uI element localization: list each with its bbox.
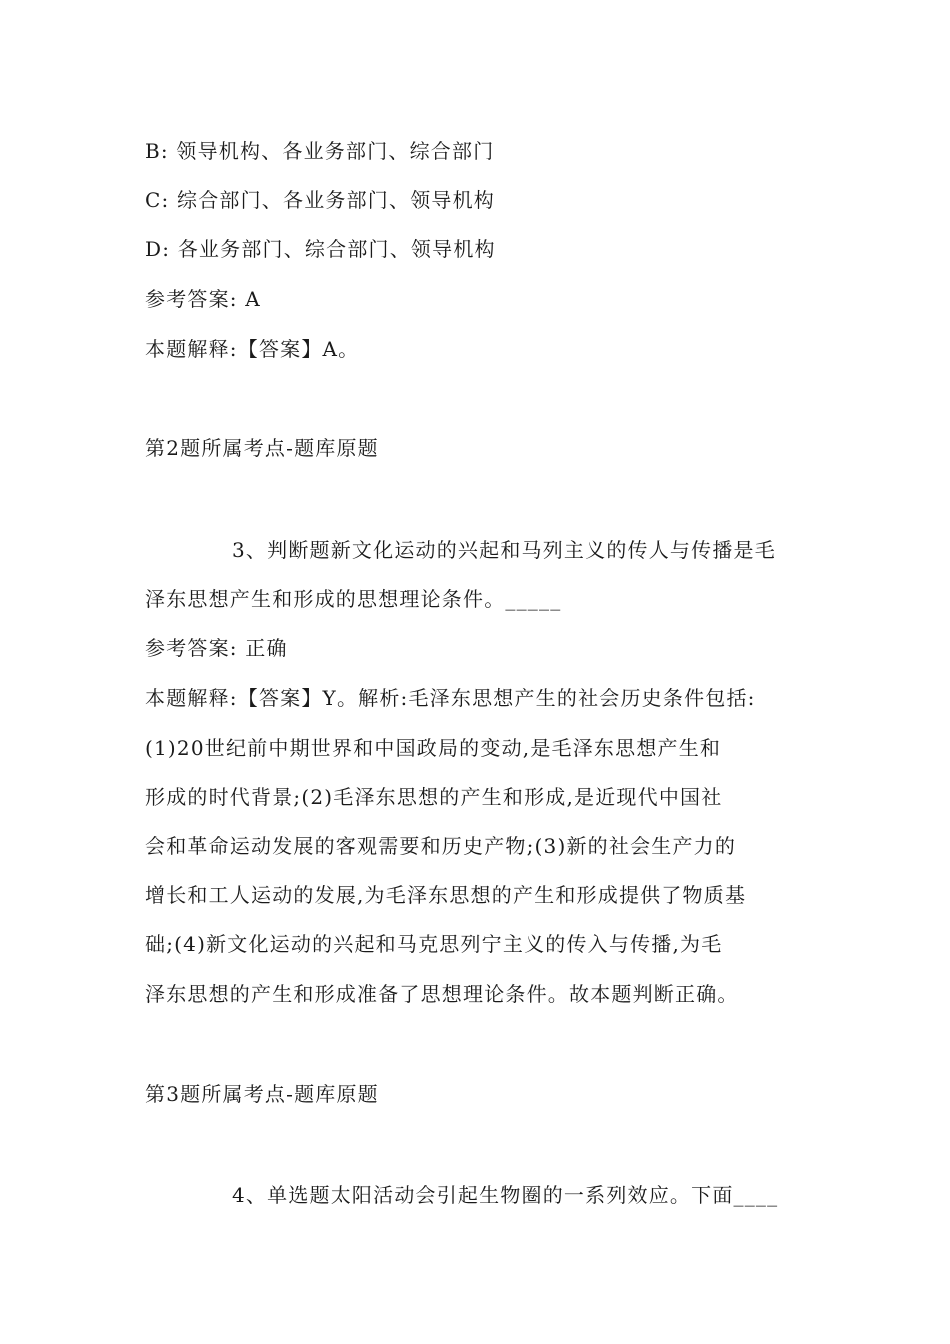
- q4-stem-line-1: 4、单选题太阳活动会引起生物圈的一系列效应。下面____: [232, 1183, 779, 1207]
- q3-explanation-line: 会和革命运动发展的客观需要和历史产物;(3)新的社会生产力的: [145, 834, 737, 858]
- q3-explanation-line: 增长和工人运动的发展,为毛泽东思想的产生和形成提供了物质基: [145, 883, 747, 907]
- topic-3-heading: 第3题所属考点-题库原题: [145, 1082, 379, 1106]
- q3-explanation-line: 泽东思想的产生和形成准备了思想理论条件。故本题判断正确。: [145, 982, 739, 1006]
- q1-option-b: B: 领导机构、各业务部门、综合部门: [145, 139, 495, 163]
- q3-explanation-line: 本题解释:【答案】Y。解析:毛泽东思想产生的社会历史条件包括:: [145, 686, 756, 710]
- q3-stem-line-2: 泽东思想产生和形成的思想理论条件。_____: [145, 587, 562, 611]
- q3-answer: 参考答案: 正确: [145, 636, 288, 660]
- q1-option-c: C: 综合部门、各业务部门、领导机构: [145, 188, 495, 212]
- q3-stem-line-1: 3、判断题新文化运动的兴起和马列主义的传人与传播是毛: [232, 538, 776, 562]
- topic-2-heading: 第2题所属考点-题库原题: [145, 436, 379, 460]
- q3-explanation-line: 础;(4)新文化运动的兴起和马克思列宁主义的传入与传播,为毛: [145, 932, 723, 956]
- q3-explanation-line: 形成的时代背景;(2)毛泽东思想的产生和形成,是近现代中国社: [145, 785, 723, 809]
- q3-explanation-line: (1)20世纪前中期世界和中国政局的变动,是毛泽东思想产生和: [145, 736, 722, 760]
- q1-option-d: D: 各业务部门、综合部门、领导机构: [145, 237, 496, 261]
- q1-explanation: 本题解释:【答案】A。: [145, 337, 360, 361]
- q1-answer: 参考答案: A: [145, 287, 261, 311]
